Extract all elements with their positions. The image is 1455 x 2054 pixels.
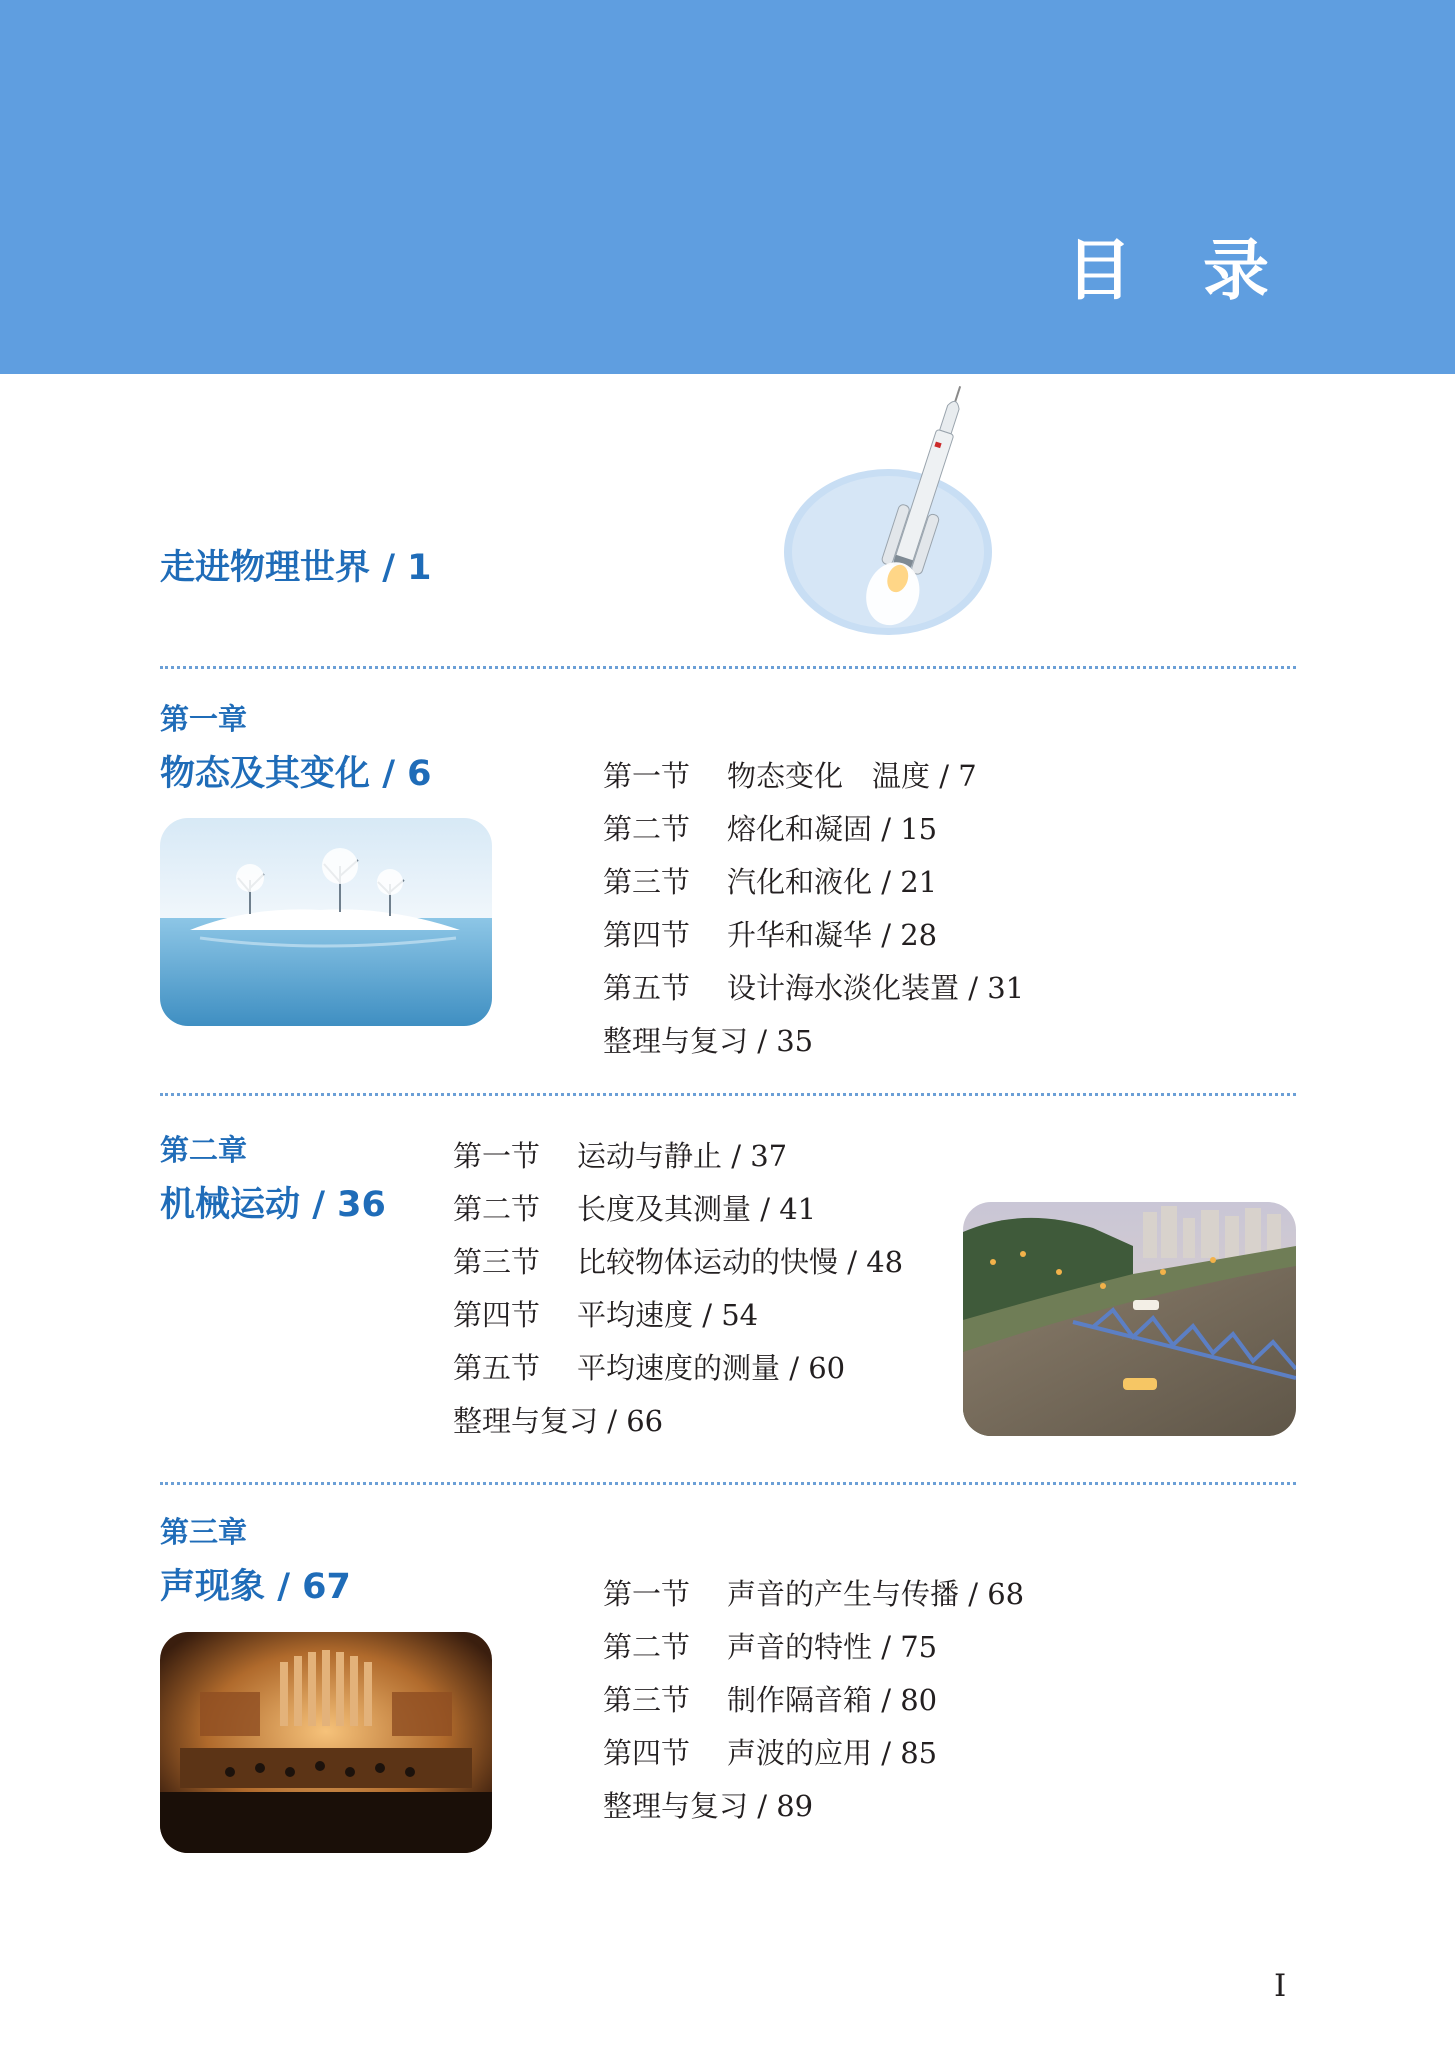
divider-2 [160, 1093, 1296, 1096]
page-separator: / [872, 918, 901, 952]
chapter-3-title-text: 声现象 [160, 1567, 266, 1607]
section-page: 21 [900, 865, 938, 899]
chapter-2-page-separator: / [312, 1185, 338, 1225]
toc-entry[interactable] [603, 1727, 1024, 1780]
toc-entry[interactable] [603, 750, 1024, 803]
page-separator: / [872, 812, 901, 846]
page-separator: / [748, 1024, 777, 1058]
section-title: 比较物体运动的快慢 [577, 1245, 839, 1279]
section-number: 第五节 [453, 1351, 541, 1385]
section-number: 第一节 [603, 1577, 691, 1611]
section-page: 89 [776, 1789, 814, 1823]
section-title: 物态变化 温度 [727, 759, 931, 793]
toc-entry[interactable] [603, 1568, 1024, 1621]
chapter-3-number: 第三章 [160, 1515, 248, 1549]
chapter-1-title-text: 物态及其变化 [160, 754, 371, 794]
chapter-2-number: 第二章 [160, 1133, 248, 1167]
section-title: 平均速度的测量 [577, 1351, 781, 1385]
toc-entry-review[interactable] [453, 1395, 903, 1448]
page-separator: / [598, 1404, 627, 1438]
page-separator: / [722, 1139, 751, 1173]
intro-page-separator: / [382, 548, 408, 588]
toc-entry[interactable] [603, 909, 1024, 962]
section-title: 熔化和凝固 [727, 812, 873, 846]
section-title: 汽化和液化 [727, 865, 873, 899]
chapter-3-concert-hall-photo [160, 1632, 492, 1853]
section-number: 第二节 [603, 1630, 691, 1664]
section-page: 80 [900, 1683, 938, 1717]
chapter-3-section-list [603, 1568, 1024, 1833]
section-title: 运动与静止 [577, 1139, 723, 1173]
section-title: 平均速度 [577, 1298, 694, 1332]
page-separator: / [748, 1789, 777, 1823]
section-page: 60 [808, 1351, 846, 1385]
chapter-1-section-list [603, 750, 1024, 1068]
section-page: 37 [750, 1139, 788, 1173]
section-page: 75 [900, 1630, 938, 1664]
chapter-1-title[interactable] [160, 754, 432, 794]
page-separator: / [751, 1192, 780, 1226]
chapter-2-title[interactable] [160, 1185, 386, 1225]
section-page: 31 [987, 971, 1025, 1005]
section-title: 声音的产生与传播 [727, 1577, 960, 1611]
page-separator: / [872, 1736, 901, 1770]
toc-entry[interactable] [453, 1289, 903, 1342]
chapter-3-page-separator: / [277, 1567, 303, 1607]
section-page: 85 [900, 1736, 938, 1770]
section-title: 整理与复习 [453, 1404, 599, 1438]
chapter-2-section-list [453, 1130, 903, 1448]
section-page: 48 [866, 1245, 904, 1279]
section-page: 41 [779, 1192, 817, 1226]
section-number: 第四节 [453, 1298, 541, 1332]
chapter-1-page-separator: / [382, 754, 408, 794]
chapter-2-title-text: 机械运动 [160, 1185, 301, 1225]
section-page: 28 [900, 918, 938, 952]
page-separator: / [959, 971, 988, 1005]
page-separator: / [872, 865, 901, 899]
section-title: 设计海水淡化装置 [727, 971, 960, 1005]
toc-entry-review[interactable] [603, 1015, 1024, 1068]
intro-title: 走进物理世界 [160, 548, 371, 588]
section-page: 35 [776, 1024, 814, 1058]
toc-entry[interactable] [603, 803, 1024, 856]
rocket-launch-illustration [780, 380, 1000, 640]
section-page: 54 [721, 1298, 759, 1332]
toc-entry[interactable] [603, 1621, 1024, 1674]
chapter-3-page-number: 67 [302, 1567, 351, 1607]
chapter-2-page-number: 36 [337, 1185, 386, 1225]
section-number: 第四节 [603, 918, 691, 952]
page-separator: / [872, 1630, 901, 1664]
chapter-1-page-number: 6 [407, 754, 432, 794]
section-page: 7 [958, 759, 977, 793]
header-band [0, 0, 1455, 374]
toc-entry[interactable] [453, 1342, 903, 1395]
page-folio: I [1274, 1968, 1287, 2004]
chapter-3-title[interactable] [160, 1567, 351, 1607]
page-separator: / [930, 759, 959, 793]
toc-entry[interactable] [603, 962, 1024, 1015]
section-title: 长度及其测量 [577, 1192, 752, 1226]
page-separator: / [872, 1683, 901, 1717]
page-separator: / [780, 1351, 809, 1385]
section-page: 68 [987, 1577, 1025, 1611]
section-title: 整理与复习 [603, 1024, 749, 1058]
toc-entry[interactable] [453, 1130, 903, 1183]
intro-page-number: 1 [407, 548, 432, 588]
toc-entry[interactable] [453, 1183, 903, 1236]
page-separator: / [959, 1577, 988, 1611]
section-title: 声音的特性 [727, 1630, 873, 1664]
section-page: 66 [626, 1404, 664, 1438]
page-separator: / [838, 1245, 867, 1279]
section-number: 第三节 [603, 865, 691, 899]
chapter-2-river-bridge-photo [963, 1202, 1296, 1436]
section-number: 第五节 [603, 971, 691, 1005]
section-number: 第二节 [453, 1192, 541, 1226]
divider-3 [160, 1482, 1296, 1485]
section-page: 15 [900, 812, 938, 846]
toc-entry[interactable] [603, 1674, 1024, 1727]
page-title: 目 录 [1066, 232, 1293, 309]
toc-entry[interactable] [603, 856, 1024, 909]
section-number: 第二节 [603, 812, 691, 846]
chapter-1-snow-island-photo [160, 818, 492, 1026]
toc-entry[interactable] [453, 1236, 903, 1289]
section-number: 第一节 [453, 1139, 541, 1173]
section-title: 整理与复习 [603, 1789, 749, 1823]
section-number: 第三节 [603, 1683, 691, 1717]
toc-entry-review[interactable] [603, 1780, 1024, 1833]
intro-chapter-link[interactable] [160, 548, 432, 588]
section-title: 升华和凝华 [727, 918, 873, 952]
section-number: 第一节 [603, 759, 691, 793]
divider-1 [160, 666, 1296, 669]
section-number: 第三节 [453, 1245, 541, 1279]
section-title: 声波的应用 [727, 1736, 873, 1770]
section-title: 制作隔音箱 [727, 1683, 873, 1717]
chapter-1-number: 第一章 [160, 702, 248, 736]
section-number: 第四节 [603, 1736, 691, 1770]
page-separator: / [693, 1298, 722, 1332]
